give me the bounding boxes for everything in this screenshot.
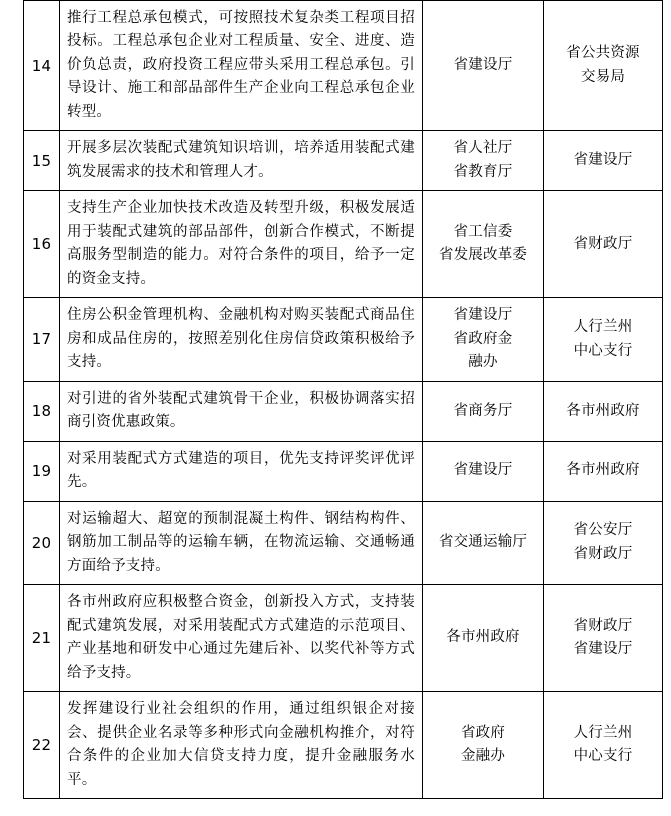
- lead-agency-line: 各市州政府: [446, 629, 520, 646]
- lead-agency-line: 省交通运输厅: [438, 534, 528, 551]
- table-row: [24, 692, 663, 799]
- lead-agency-line: 金融办: [460, 748, 506, 765]
- row-support-agency: [544, 501, 663, 584]
- row-number: 14: [24, 1, 60, 131]
- row-lead-agency: [423, 441, 544, 501]
- row-number: 22: [24, 692, 60, 799]
- row-task-description: 对运输超大、超宽的预制混凝土构件、钢结构构件、钢筋加工制品等的运输车辆，在物流运输、交通畅通方面给予支持。: [60, 501, 423, 584]
- support-agency-line: 省财政厅: [573, 617, 633, 634]
- row-lead-agency: [423, 381, 544, 441]
- lead-agency-line: 省发展改革委: [438, 247, 528, 264]
- support-agency-line: 中心支行: [573, 748, 633, 765]
- lead-agency-line: 省教育厅: [453, 163, 513, 180]
- lead-agency-line: 省工信委: [453, 223, 513, 240]
- support-agency-line: 人行兰州: [573, 319, 633, 336]
- support-agency-line: 省建设厅: [573, 152, 633, 169]
- lead-agency-line: 融办: [468, 354, 498, 371]
- support-agency-line: 省公共资源: [566, 45, 640, 62]
- table-row: [24, 191, 663, 298]
- lead-agency-line: 省人社厅: [453, 140, 513, 157]
- row-number: 21: [24, 585, 60, 692]
- table-row: [24, 501, 663, 584]
- row-support-agency: [544, 1, 663, 131]
- row-task-description: 住房公积金管理机构、金融机构对购买装配式商品住房和成品住房的，按照差别化住房信贷政策积极给予支持。: [60, 298, 423, 381]
- row-support-agency: [544, 381, 663, 441]
- row-task-description: 支持生产企业加快技术改造及转型升级，积极发展适用于装配式建筑的部品部件，创新合作模式，不断提高服务型制造的能力。对符合条件的项目，给予一定的资金支持。: [60, 191, 423, 298]
- row-lead-agency: [423, 191, 544, 298]
- support-agency-line: 各市州政府: [566, 402, 640, 419]
- lead-agency-line: 省政府金: [453, 330, 513, 347]
- row-number: 16: [24, 191, 60, 298]
- row-number: 15: [24, 131, 60, 191]
- row-task-description: 推行工程总承包模式，可按照技术复杂类工程项目招投标。工程总承包企业对工程质量、安全、进度、造价负总责，政府投资工程应带头采用工程总承包。引导设计、施工和部品部件生产企业向工程总承包企业转型。: [60, 1, 423, 131]
- row-number: 19: [24, 441, 60, 501]
- support-agency-line: 交易局: [580, 68, 626, 85]
- row-task-description: 开展多层次装配式建筑知识培训，培养适用装配式建筑发展需求的技术和管理人才。: [60, 131, 423, 191]
- support-agency-line: 省财政厅: [573, 545, 633, 562]
- table-row: [24, 1, 663, 131]
- row-task-description: 对采用装配式方式建造的项目，优先支持评奖评优评先。: [60, 441, 423, 501]
- lead-agency-line: 省建设厅: [453, 307, 513, 324]
- lead-agency-line: 省建设厅: [453, 56, 513, 73]
- table-row: [24, 585, 663, 692]
- table-row: [24, 131, 663, 191]
- row-support-agency: [544, 191, 663, 298]
- support-agency-line: 省建设厅: [573, 641, 633, 658]
- row-support-agency: [544, 585, 663, 692]
- table-body: [24, 1, 663, 799]
- row-lead-agency: [423, 131, 544, 191]
- lead-agency-line: 省建设厅: [453, 462, 513, 479]
- row-support-agency: [544, 692, 663, 799]
- row-number: 17: [24, 298, 60, 381]
- row-task-description: 对引进的省外装配式建筑骨干企业，积极协调落实招商引资优惠政策。: [60, 381, 423, 441]
- row-lead-agency: [423, 501, 544, 584]
- row-lead-agency: [423, 585, 544, 692]
- support-agency-line: 省公安厅: [573, 522, 633, 539]
- row-lead-agency: [423, 692, 544, 799]
- table-row: [24, 381, 663, 441]
- row-lead-agency: [423, 1, 544, 131]
- row-task-description: 各市州政府应积极整合资金，创新投入方式，支持装配式建筑发展，对采用装配式方式建造的示范项目、产业基地和研发中心通过先建后补、以奖代补等方式给予支持。: [60, 585, 423, 692]
- lead-agency-line: 省政府: [460, 724, 506, 741]
- support-agency-line: 各市州政府: [566, 462, 640, 479]
- table-row: [24, 441, 663, 501]
- row-support-agency: [544, 441, 663, 501]
- row-support-agency: [544, 131, 663, 191]
- support-agency-line: 省财政厅: [573, 235, 633, 252]
- table-row: [24, 298, 663, 381]
- row-lead-agency: [423, 298, 544, 381]
- support-agency-line: 人行兰州: [573, 724, 633, 741]
- lead-agency-line: 省商务厅: [453, 402, 513, 419]
- task-assignment-table: [23, 0, 663, 799]
- row-number: 20: [24, 501, 60, 584]
- row-task-description: 发挥建设行业社会组织的作用，通过组织银企对接会、提供企业名录等多种形式向金融机构推介，对符合条件的企业加大信贷支持力度，提升金融服务水平。: [60, 692, 423, 799]
- row-support-agency: [544, 298, 663, 381]
- row-number: 18: [24, 381, 60, 441]
- support-agency-line: 中心支行: [573, 342, 633, 359]
